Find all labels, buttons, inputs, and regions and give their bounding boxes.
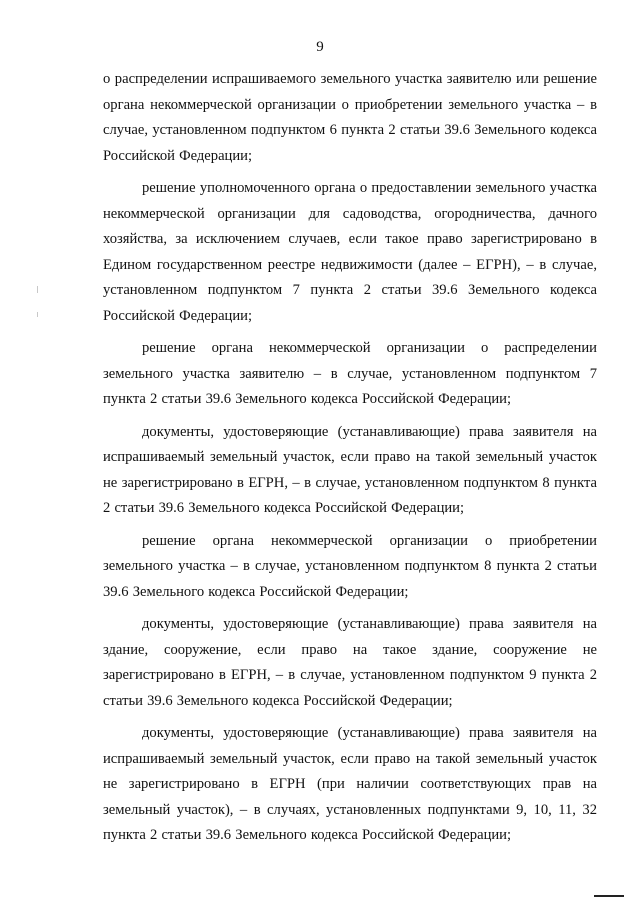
paragraph-rights-documents-land: документы, удостоверяющие (устанавливающие) права заявителя на испрашиваемый земельный участок, если право на такой земельный участок не зарегистрировано в ЕГРН, – в случае, установленном подпунктом 8 пункта 2 статьи 39.6 Земельного кодекса Российской Федерации; xyxy=(103,423,597,516)
scan-margin-mark xyxy=(37,286,38,293)
paragraph-continuation: о распределении испрашиваемого земельного участка заявителю или решение органа некоммерческой организации о приобретении земельного участка – в случае, установленном подпунктом 6 пункта 2 статьи 39.6 Земельного кодекса Российской Федерации; xyxy=(103,71,597,164)
paragraph-decision-distribution: решение органа некоммерческой организации о распределении земельного участка заявителю – в случае, установленном подпунктом 7 пункта 2 статьи 39.6 Земельного кодекса Российской Федерации; xyxy=(103,340,597,407)
paragraph-rights-documents-land-multiple: документы, удостоверяющие (устанавливающие) права заявителя на испрашиваемый земельный участок, если право на такой земельный участок не зарегистрировано в ЕГРН (при наличии соответствующих прав на земельный участок), – в случаях, установленных подпунктами 9, 10, 11, 32 пункта 2 статьи 39.6 Земельного кодекса Российской Федерации; xyxy=(103,725,597,843)
page-number: 9 xyxy=(316,39,324,55)
scan-margin-mark xyxy=(37,312,38,317)
paragraph-rights-documents-building: документы, удостоверяющие (устанавливающие) права заявителя на здание, сооружение, если право на такое здание, сооружение не зарегистрировано в ЕГРН, – в случае, установленном подпунктом 9 пункта 2 статьи 39.6 Земельного кодекса Российской Федерации; xyxy=(103,616,597,709)
paragraph-decision-acquisition: решение органа некоммерческой организации о приобретении земельного участка – в случае, установленном подпунктом 8 пункта 2 статьи 39.6 Земельного кодекса Российской Федерации; xyxy=(103,532,597,600)
document-body xyxy=(103,67,597,849)
paragraph-decision-authorized-body: решение уполномоченного органа о предоставлении земельного участка некоммерческой организации для садоводства, огородничества, дачного хозяйства, за исключением случаев, если такое право зарегистрировано в Едином государственном реестре недвижимости (далее – ЕГРН), – в случае, установленном подпунктом 7 пункта 2 статьи 39.6 Земельного кодекса Российской Федерации; xyxy=(103,180,597,324)
footer-line xyxy=(594,895,624,897)
